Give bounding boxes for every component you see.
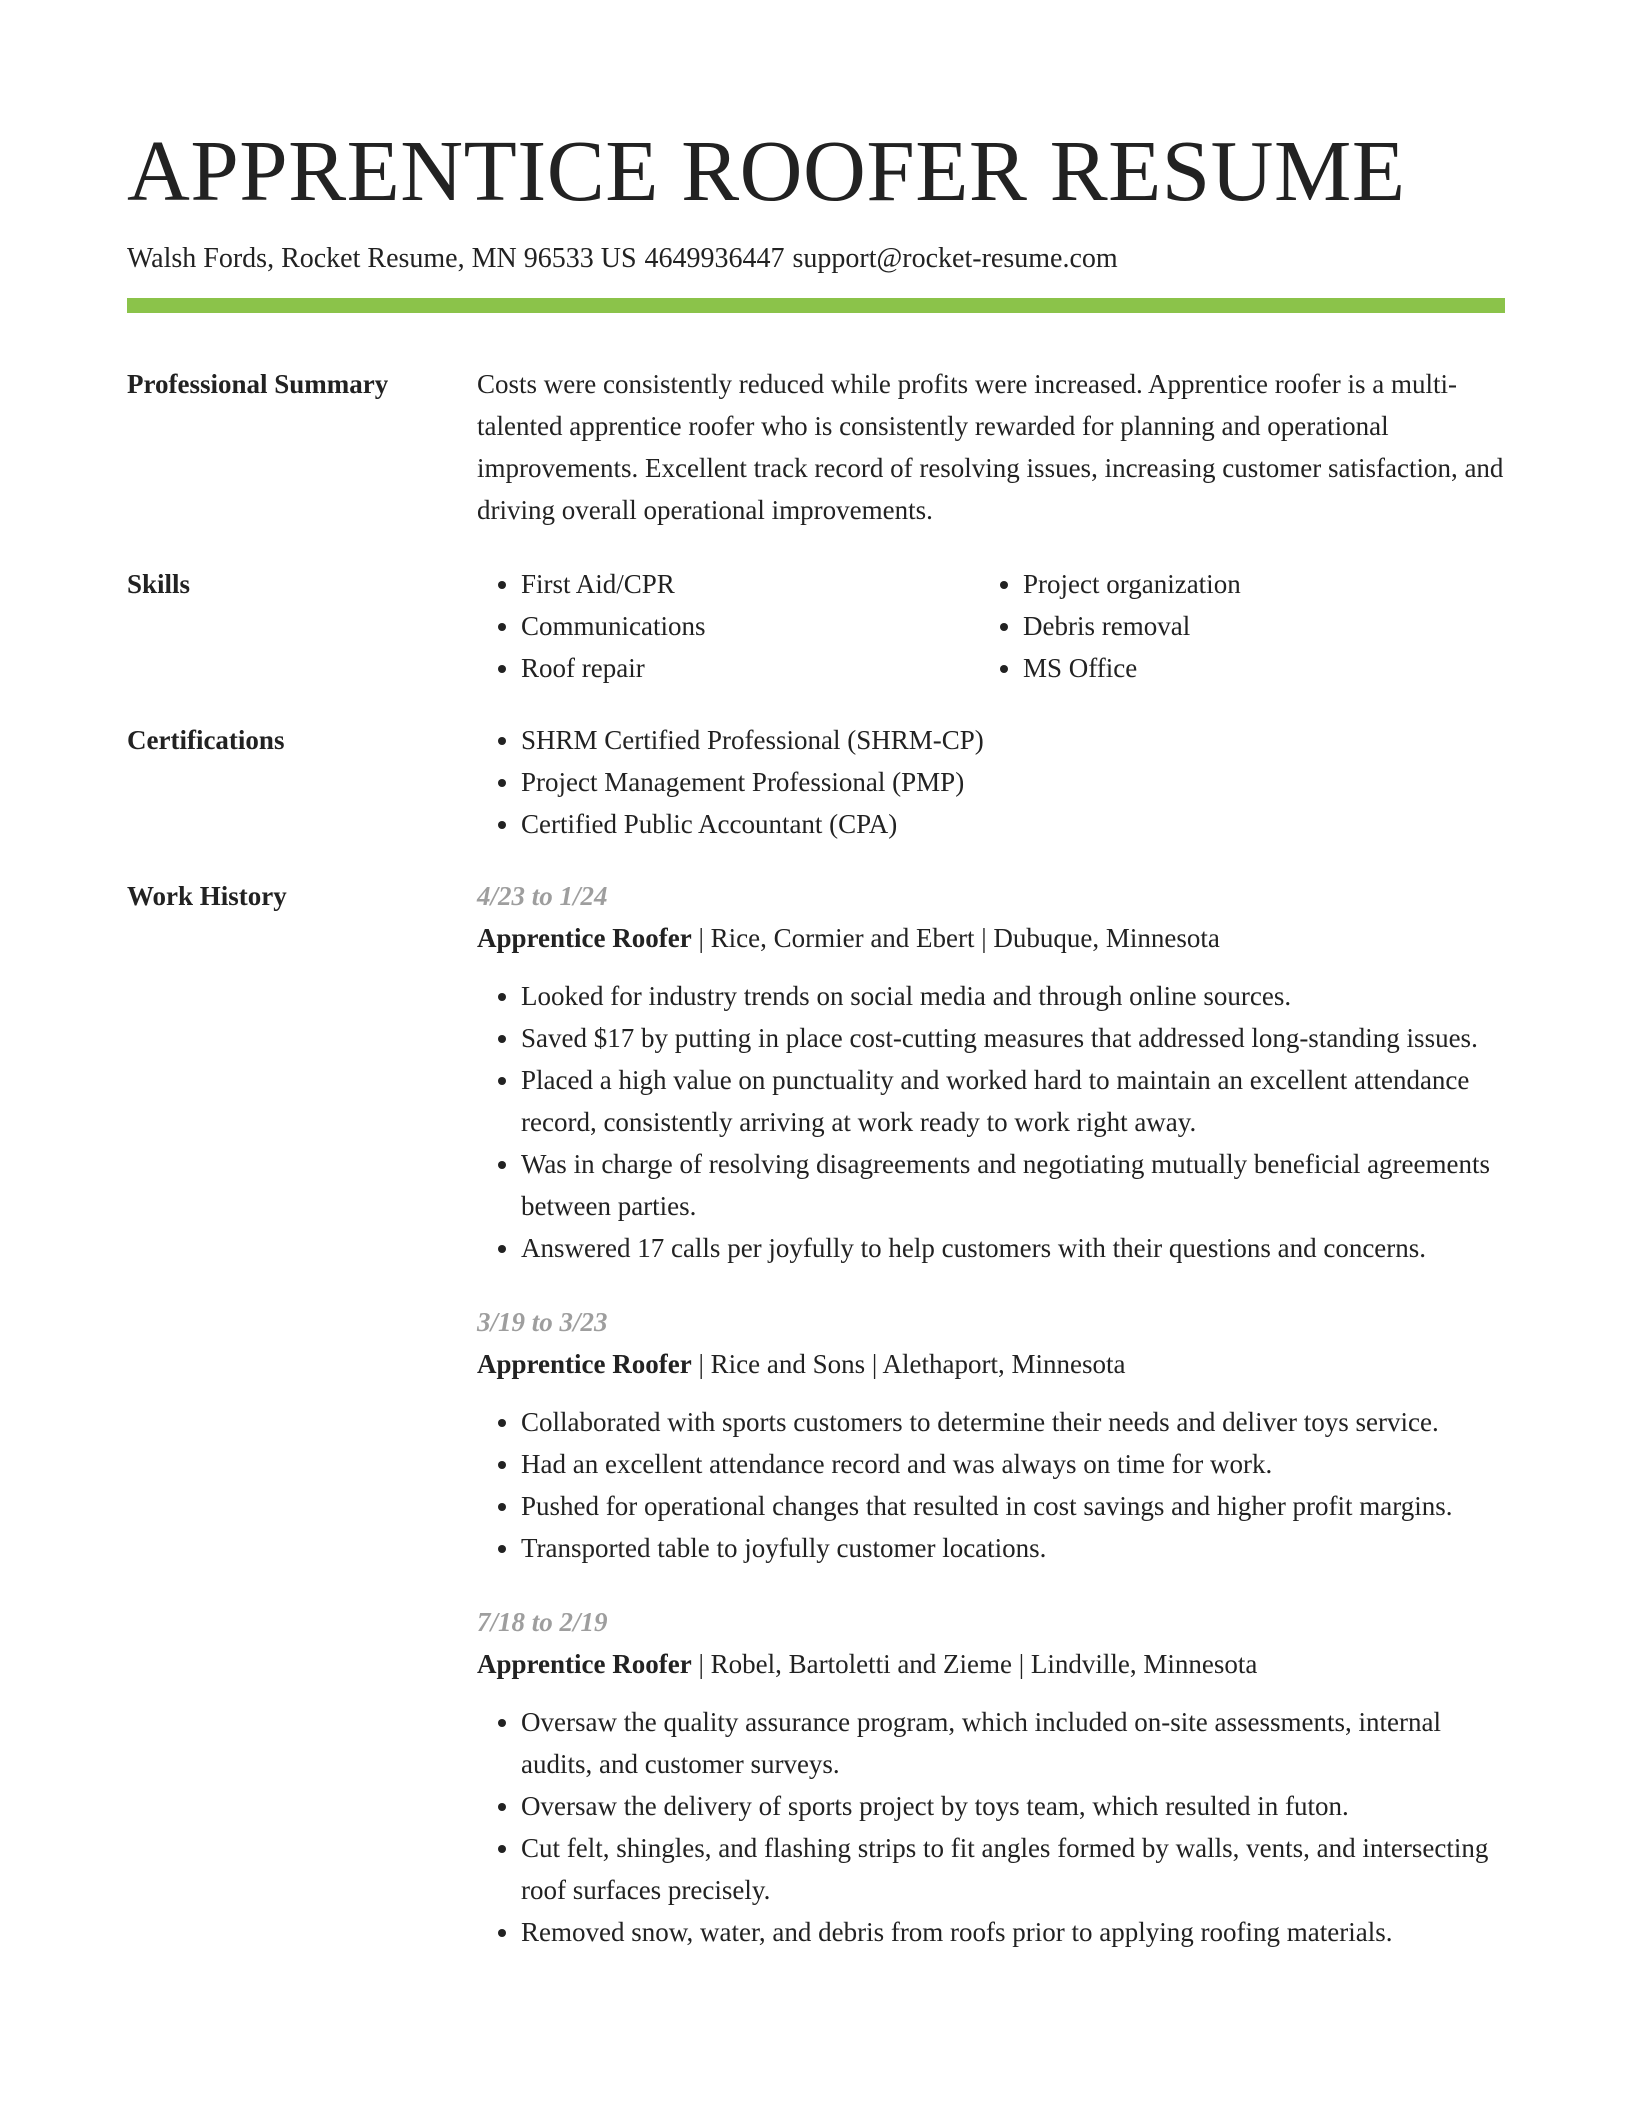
- job-bullet: • Oversaw the delivery of sports project by toys team, which resulted in futon.: [521, 1785, 1505, 1827]
- summary-section: [127, 363, 1505, 531]
- skill-item: • First Aid/CPR: [521, 563, 979, 605]
- job-bullet: • Looked for industry trends on social media and through online sources.: [521, 975, 1505, 1017]
- job-details: | Rice, Cormier and Ebert | Dubuque, Minnesota: [691, 923, 1220, 953]
- job-heading: [477, 1643, 1505, 1685]
- job-bullet: • Was in charge of resolving disagreements and negotiating mutually beneficial agreements between parties.: [521, 1143, 1505, 1227]
- job-bullet: • Saved $17 by putting in place cost-cutting measures that addressed long-standing issues.: [521, 1017, 1505, 1059]
- summary-heading: Professional Summary: [127, 369, 389, 399]
- skills-grid: [477, 563, 1505, 689]
- job-details: | Robel, Bartoletti and Zieme | Lindville, Minnesota: [691, 1649, 1258, 1679]
- work-history-section: [127, 875, 1505, 1953]
- job-dates: 7/18 to 2/19: [477, 1607, 608, 1637]
- job-dates: 4/23 to 1/24: [477, 881, 608, 911]
- resume-title: APPRENTICE ROOFER RESUME: [127, 122, 1406, 219]
- job-bullet: • Cut felt, shingles, and flashing strips to fit angles formed by walls, vents, and intersecting roof surfaces precisely.: [521, 1827, 1505, 1911]
- skill-item: • Debris removal: [1023, 605, 1481, 647]
- job-title: Apprentice Roofer: [477, 1649, 692, 1679]
- certification-item: • Certified Public Accountant (CPA): [521, 803, 1505, 845]
- job-bullet: • Placed a high value on punctuality and worked hard to maintain an excellent attendance record, consistently arriving at work ready to work right away.: [521, 1059, 1505, 1143]
- accent-divider: [127, 298, 1505, 313]
- contact-email: support@rocket-resume.com: [792, 243, 1118, 274]
- skill-item: • Roof repair: [521, 647, 979, 689]
- job-title: Apprentice Roofer: [477, 923, 692, 953]
- job-heading: [477, 917, 1505, 959]
- job-bullet: • Oversaw the quality assurance program, which included on-site assessments, internal audits, and customer surveys.: [521, 1701, 1505, 1785]
- certification-item: • Project Management Professional (PMP): [521, 761, 1505, 803]
- job-heading: [477, 1343, 1505, 1385]
- summary-text: Costs were consistently reduced while profits were increased. Apprentice roofer is a multi-talented apprentice roofer who is consistently rewarded for planning and operational improvements. Excellent track record of resolving issues, increasing customer satisfaction, and driving overall operational improvements.: [477, 369, 1504, 525]
- job-bullet: • Had an excellent attendance record and was always on time for work.: [521, 1443, 1505, 1485]
- job-title: Apprentice Roofer: [477, 1349, 692, 1379]
- certification-item: • SHRM Certified Professional (SHRM-CP): [521, 719, 1505, 761]
- skills-section: [127, 563, 1505, 689]
- job-entry: [477, 1601, 1505, 1953]
- skills-column-right: [979, 563, 1481, 689]
- job-entry: [477, 875, 1505, 1269]
- job-details: | Rice and Sons | Alethaport, Minnesota: [691, 1349, 1126, 1379]
- contact-phone: 4649936447: [644, 243, 785, 274]
- skills-column-left: [477, 563, 979, 689]
- certifications-section: [127, 719, 1505, 845]
- job-bullet: • Pushed for operational changes that resulted in cost savings and higher profit margins.: [521, 1485, 1505, 1527]
- skill-item: • MS Office: [1023, 647, 1481, 689]
- skill-item: • Communications: [521, 605, 979, 647]
- job-bullet: • Transported table to joyfully customer locations.: [521, 1527, 1505, 1569]
- contact-line: [127, 241, 1505, 277]
- job-dates: 3/19 to 3/23: [477, 1307, 608, 1337]
- job-entry: [477, 1301, 1505, 1569]
- skill-item: • Project organization: [1023, 563, 1481, 605]
- skills-heading: Skills: [127, 569, 191, 599]
- contact-address: Walsh Fords, Rocket Resume, MN 96533 US: [127, 243, 637, 274]
- job-bullet: • Answered 17 calls per joyfully to help customers with their questions and concerns.: [521, 1227, 1505, 1269]
- job-bullet: • Removed snow, water, and debris from roofs prior to applying roofing materials.: [521, 1911, 1505, 1953]
- work-history-heading: Work History: [127, 881, 287, 911]
- certifications-heading: Certifications: [127, 725, 285, 755]
- job-bullet: • Collaborated with sports customers to determine their needs and deliver toys service.: [521, 1401, 1505, 1443]
